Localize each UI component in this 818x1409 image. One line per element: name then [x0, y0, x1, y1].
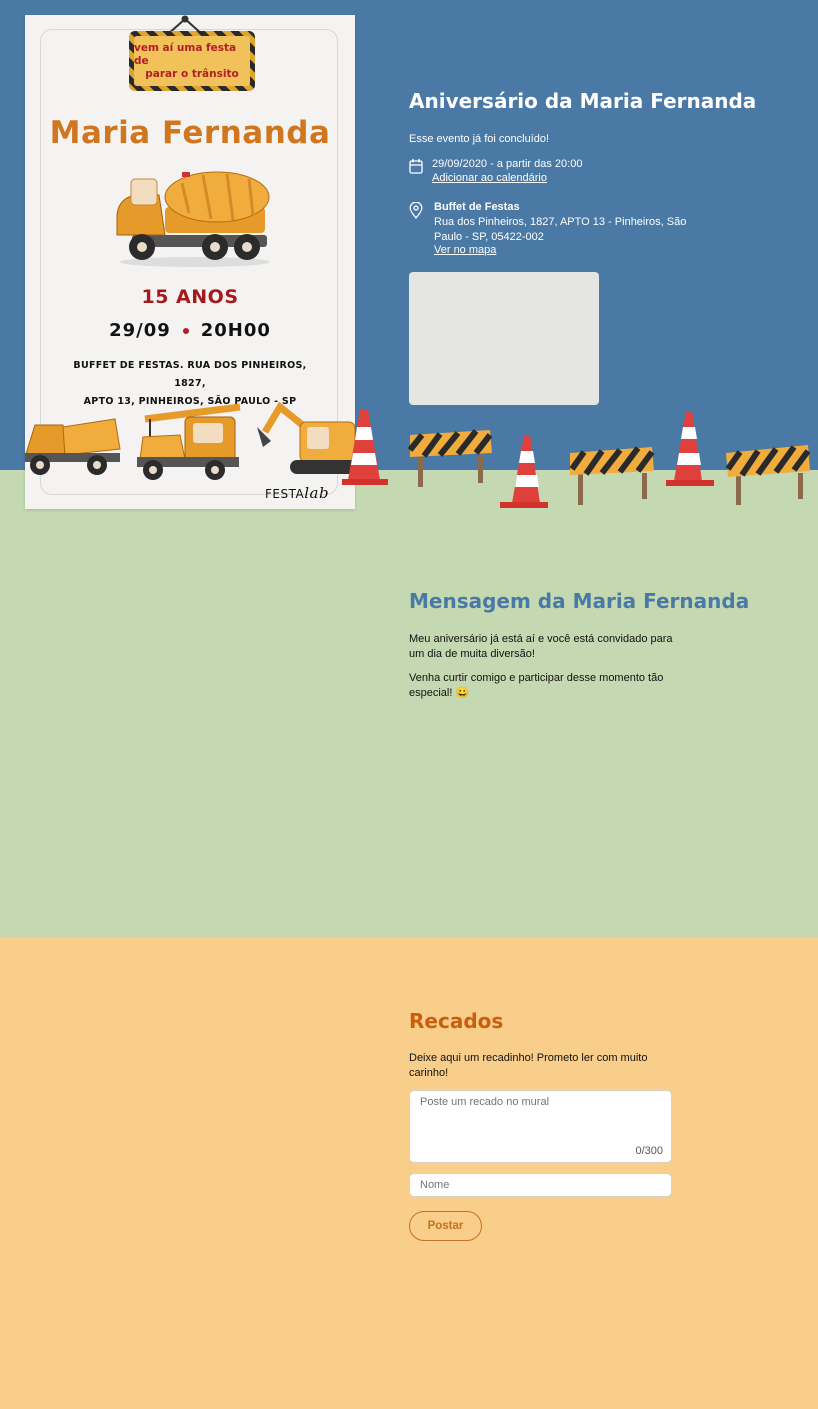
- post-button[interactable]: Postar: [409, 1211, 482, 1241]
- separator-dot: [183, 328, 189, 334]
- card-datetime: [25, 320, 355, 341]
- card-name: Maria Fernanda: [49, 115, 331, 151]
- recados-description: Deixe aqui um recadinho! Prometo ler com muito carinho!: [409, 1052, 648, 1079]
- construction-trucks-illustration: [25, 397, 355, 497]
- barrier-icon: [410, 430, 492, 487]
- card-date: 29/09: [109, 320, 171, 341]
- card-address-line-1: BUFFET DE FESTAS. RUA DOS PINHEIROS, 1827,: [73, 360, 307, 389]
- event-date-row: [409, 157, 582, 184]
- calendar-icon: [409, 158, 423, 174]
- message-paragraph-2: Venha curtir comigo e participar desse momento tão especial! 😀: [409, 672, 664, 699]
- dump-truck-icon: [25, 419, 120, 475]
- character-counter: 0/300: [635, 1145, 663, 1157]
- card-address-line-2: APTO 13, PINHEIROS, SÃO PAULO - SP: [83, 396, 297, 407]
- message-paragraph-1: Meu aniversário já está aí e você está convidado para um dia de muita diversão!: [409, 633, 673, 660]
- recados-title: Recados: [409, 1009, 504, 1033]
- traffic-cone-icon-3: [666, 411, 714, 486]
- traffic-cone-icon-2: [500, 435, 548, 508]
- view-map-link[interactable]: Ver no mapa: [434, 244, 497, 256]
- event-status: Esse evento já foi concluído!: [409, 133, 550, 145]
- sign-line-1: vem aí uma festa de: [134, 41, 237, 67]
- card-age: 15 ANOS: [141, 286, 239, 308]
- location-pin-icon: [409, 202, 423, 219]
- event-datetime: 29/09/2020 - a partir das 20:00: [432, 158, 583, 170]
- barrier-icon-2: [570, 447, 654, 505]
- name-input[interactable]: [409, 1173, 672, 1197]
- event-title: Aniversário da Maria Fernanda: [409, 89, 757, 113]
- add-to-calendar-link[interactable]: Adicionar ao calendário: [432, 172, 547, 184]
- map-preview[interactable]: [409, 272, 599, 405]
- traffic-sign: [129, 31, 255, 91]
- venue-address: Rua dos Pinheiros, 1827, APTO 13 - Pinheiros, São Paulo - SP, 05422-002: [434, 216, 687, 243]
- festalab-logo: FESTAlab: [265, 484, 330, 502]
- cement-mixer-icon: [107, 165, 277, 270]
- invitation-card: [25, 15, 355, 509]
- traffic-obstacles-illustration: [340, 405, 818, 515]
- sign-line-2: parar o trânsito: [145, 67, 239, 80]
- crane-truck-icon: [137, 407, 240, 480]
- venue-name: Buffet de Festas: [434, 201, 520, 213]
- recados-section: [0, 937, 818, 1409]
- message-title: Mensagem da Maria Fernanda: [409, 589, 750, 613]
- card-time: 20H00: [200, 320, 271, 341]
- barrier-icon-3: [726, 445, 810, 505]
- message-section: [0, 470, 818, 937]
- traffic-cone-icon: [342, 410, 388, 485]
- event-location-row: [409, 200, 704, 256]
